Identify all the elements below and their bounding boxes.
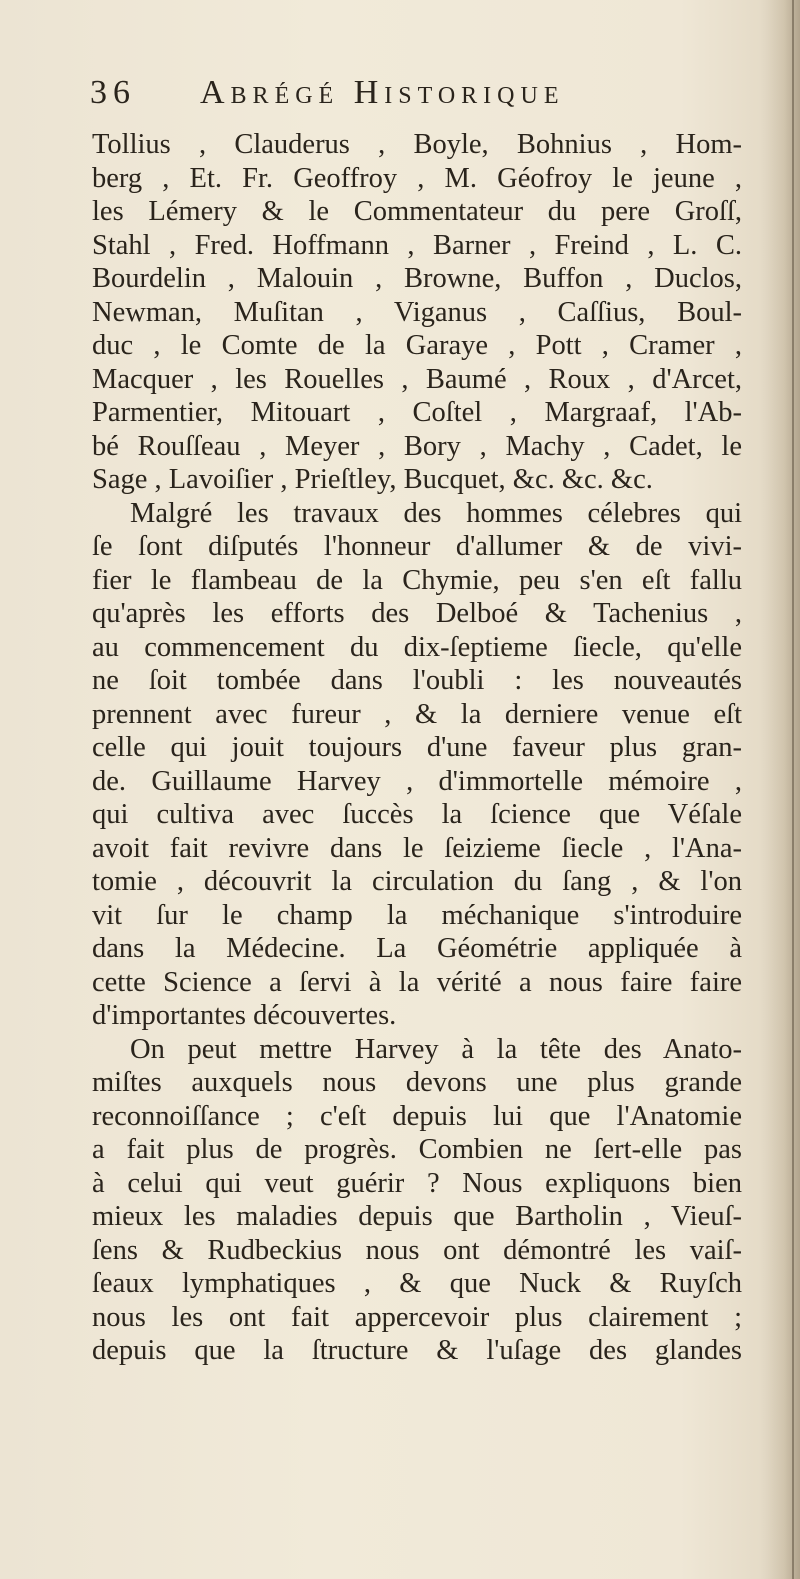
paragraph-start-line: Malgré les travaux des hommes célebres qui bbox=[130, 497, 742, 529]
text-line: de. Guillaume Harvey , d'immortelle mémoire , bbox=[92, 765, 742, 797]
text-line: prennent avec fureur , & la derniere venue eſt bbox=[92, 698, 742, 730]
text-line: Bourdelin , Malouin , Browne, Buffon , Duclos, bbox=[92, 263, 742, 294]
text-line: miſtes auxquels nous devons une plus grande bbox=[92, 1067, 742, 1098]
body-text bbox=[92, 128, 742, 1368]
text-line: nous les ont fait appercevoir plus clairement ; bbox=[92, 1301, 742, 1333]
running-head: Abrégé Historique bbox=[200, 74, 565, 111]
text-line: les Lémery & le Commentateur du pere Groſſ, bbox=[92, 196, 742, 227]
text-line: bé Rouſſeau , Meyer , Bory , Machy , Cadet, le bbox=[92, 430, 742, 462]
text-line: dans la Médecine. La Géométrie appliquée à bbox=[92, 933, 742, 964]
text-line: vit ſur le champ la méchanique s'introduire bbox=[92, 899, 742, 931]
text-line: ſe ſont diſputés l'honneur d'allumer & de vivi- bbox=[92, 531, 742, 562]
text-line: d'importantes découvertes. bbox=[92, 1000, 397, 1031]
text-line: qui cultiva avec ſuccès la ſcience que Véſale bbox=[92, 799, 742, 830]
text-line: Sage , Lavoiſier , Prieſtley, Bucquet, &c. &c. &c. bbox=[92, 464, 653, 495]
paragraph-start-line: On peut mettre Harvey à la tête des Anato- bbox=[130, 1033, 742, 1065]
text-line: duc , le Comte de la Garaye , Pott , Cramer , bbox=[92, 330, 742, 361]
text-line: Stahl , Fred. Hoffmann , Barner , Freind , L. C. bbox=[92, 229, 742, 261]
text-line: mieux les maladies depuis que Bartholin , Vieuſ- bbox=[92, 1201, 742, 1232]
text-line: ne ſoit tombée dans l'oubli : les nouveautés bbox=[92, 665, 742, 696]
text-line: tomie , découvrit la circulation du ſang , & l'on bbox=[92, 866, 742, 897]
text-line: avoit fait revivre dans le ſeizieme ſiecle , l'Ana- bbox=[92, 832, 742, 864]
page-edge-line bbox=[792, 0, 794, 1579]
text-line: au commencement du dix-ſeptieme ſiecle, qu'elle bbox=[92, 631, 742, 663]
text-line: reconnoiſſance ; c'eſt depuis lui que l'Anatomie bbox=[92, 1100, 742, 1132]
text-line: ſens & Rudbeckius nous ont démontré les vaiſ- bbox=[92, 1234, 742, 1266]
text-line: qu'après les efforts des Delboé & Tachenius , bbox=[92, 598, 742, 629]
text-line: à celui qui veut guérir ? Nous expliquons bien bbox=[92, 1167, 742, 1199]
text-line: Parmentier, Mitouart , Coſtel , Margraaf, l'Ab- bbox=[92, 397, 742, 428]
text-line: ſeaux lymphatiques , & que Nuck & Ruyſch bbox=[92, 1268, 742, 1299]
text-line: Newman, Muſitan , Viganus , Caſſius, Boul- bbox=[92, 296, 742, 328]
text-line: Macquer , les Rouelles , Baumé , Roux , d'Arcet, bbox=[92, 363, 742, 395]
page-number: 36 bbox=[90, 74, 136, 111]
text-line: celle qui jouit toujours d'une faveur plus gran- bbox=[92, 732, 742, 763]
text-line: depuis que la ſtructure & l'uſage des glandes bbox=[92, 1335, 742, 1366]
page-header bbox=[90, 74, 750, 122]
page-edge-shadow bbox=[760, 0, 800, 1579]
text-line: cette Science a ſervi à la vérité a nous faire faire bbox=[92, 966, 742, 998]
text-line: a fait plus de progrès. Combien ne ſert-elle pas bbox=[92, 1134, 742, 1165]
text-line: Tollius , Clauderus , Boyle, Bohnius , Hom- bbox=[92, 129, 742, 160]
text-line: fier le flambeau de la Chymie, peu s'en eſt fallu bbox=[92, 564, 742, 596]
text-line: berg , Et. Fr. Geoffroy , M. Géofroy le jeune , bbox=[92, 162, 742, 194]
